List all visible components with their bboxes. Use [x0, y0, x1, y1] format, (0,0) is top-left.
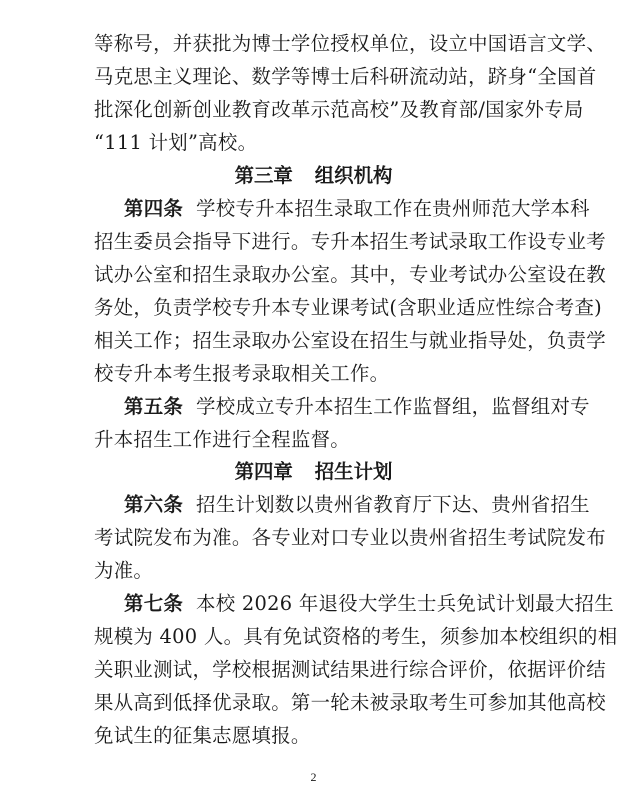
article-line: 果从高到低择优录取。第一轮未被录取考生可参加其他高校	[94, 691, 606, 714]
page-number: 2	[310, 770, 317, 784]
article-line: 关职业测试，学校根据测试结果进行综合评价，依据评价结	[94, 658, 606, 681]
article-line: 相关工作；招生录取办公室设在招生与就业指导处，负责学	[94, 329, 606, 352]
intro-line: 批深化创新创业教育改革示范高校”及教育部/国家外专局	[94, 98, 584, 121]
article-line: 务处，负责学校专升本专业课考试(含职业适应性综合考查)	[94, 296, 602, 319]
article-text: 学校成立专升本招生工作监督组，监督组对专	[196, 395, 590, 418]
article-first-line	[124, 589, 614, 619]
article-line: 免试生的征集志愿填报。	[94, 724, 311, 747]
article-first-line	[124, 490, 590, 520]
chapter-heading	[0, 161, 627, 191]
article-first-line	[124, 194, 590, 224]
chapter-title: 组织机构	[314, 164, 393, 187]
article-text: 本校 2026 年退役大学生士兵免试计划最大招生	[196, 592, 614, 615]
article-line: 校专升本考生报考录取相关工作。	[94, 362, 390, 385]
article-label: 第六条	[124, 493, 184, 516]
article-line: 为准。	[94, 559, 154, 582]
intro-line: 等称号，并获批为博士学位授权单位，设立中国语言文学、	[94, 32, 606, 55]
article-line: 试办公室和招生录取办公室。其中，专业考试办公室设在教	[94, 263, 606, 286]
intro-line: 马克思主义理论、数学等博士后科研流动站，跻身“全国首	[94, 65, 597, 88]
article-text: 学校专升本招生录取工作在贵州师范大学本科	[196, 197, 590, 220]
article-label: 第五条	[124, 395, 184, 418]
chapter-title: 招生计划	[314, 460, 393, 483]
article-label: 第七条	[124, 592, 184, 615]
article-line: 升本招生工作进行全程监督。	[94, 428, 350, 451]
article-label: 第四条	[124, 197, 184, 220]
article-text: 招生计划数以贵州省教育厅下达、贵州省招生	[196, 493, 590, 516]
article-line: 考试院发布为准。各专业对口专业以贵州省招生考试院发布	[94, 526, 606, 549]
article-first-line	[124, 392, 590, 422]
intro-line: “111 计划”高校。	[94, 131, 258, 154]
chapter-number: 第四章	[234, 460, 293, 483]
article-line: 规模为 400 人。具有免试资格的考生，须参加本校组织的相	[94, 625, 618, 648]
chapter-heading	[0, 457, 627, 487]
article-line: 招生委员会指导下进行。专升本招生考试录取工作设专业考	[94, 230, 606, 253]
chapter-number: 第三章	[234, 164, 293, 187]
